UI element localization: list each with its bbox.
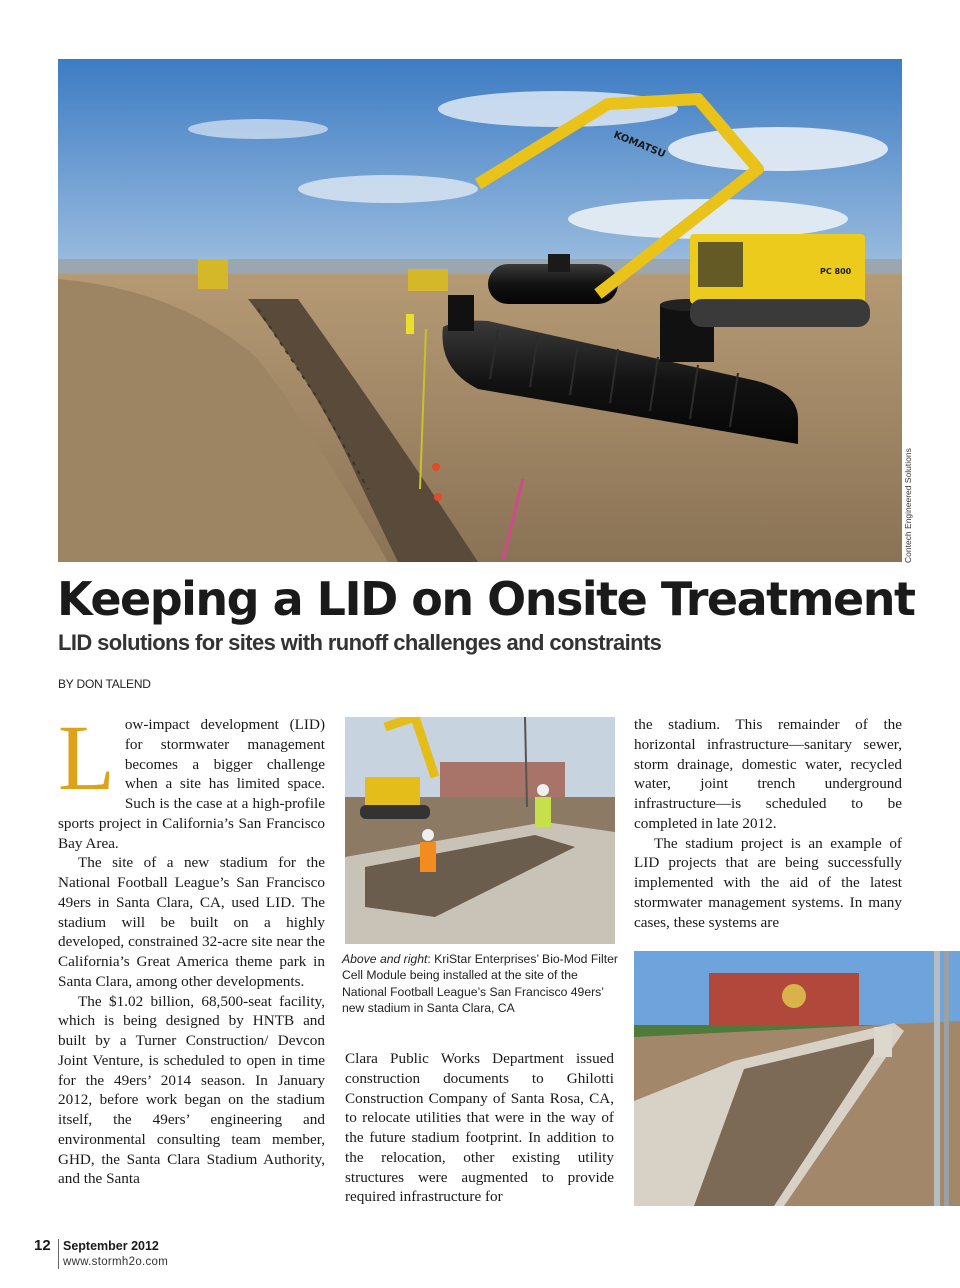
byline: BY DON TALEND — [58, 677, 151, 691]
article-title: Keeping a LID on Onsite Treatment — [57, 572, 915, 626]
photo-filter-cell-install — [345, 717, 615, 944]
photo-stadium-site — [634, 951, 960, 1206]
excavator-brand-text: KOMATSU — [611, 129, 667, 161]
filter-cell-illustration — [345, 717, 615, 944]
footer-divider — [58, 1239, 59, 1269]
construction-site-illustration — [58, 59, 902, 562]
paragraph-facility: The $1.02 billion, 68,500-seat facility, which is being designed by HNTB and built by a Turner Construction/ Devcon Joint Venture, is scheduled to open in time for the 49ers’ 2014 season. In January 2012, before work began on the stadium itself, the 49ers’ engineering and environmental consulting team member, GHD, the Santa Clara Stadium Authority, and the Santa — [58, 992, 325, 1188]
caption-text: : KriStar Enterprises’ Bio-Mod Filter Cell Module being installed at the site of the National Football League’s San Francisco 49ers’ new stadium in Santa Clara, CA — [342, 952, 618, 1015]
issue-date: September 2012 — [63, 1239, 159, 1253]
article-column-1 — [58, 707, 325, 1189]
article-column-2 — [345, 1049, 614, 1207]
paragraph-site: The site of a new stadium for the National Football League’s San Francisco 49ers in Santa Clara, CA, used LID. The stadium will be built on a highly developed, constrained 32-acre site near the California’s Great America theme park in Santa Clara, among other developments. — [58, 854, 325, 990]
website-url: www.stormh2o.com — [63, 1256, 169, 1268]
article-column-3 — [634, 715, 902, 932]
paragraph-infrastructure: the stadium. This remainder of the horizontal infrastructure—sanitary sewer, storm drainage, domestic water, recycled water, joint trench underground infrastructure—is scheduled to be completed in late 2012. — [634, 716, 902, 832]
drop-cap: L — [58, 707, 115, 810]
photo-caption — [342, 951, 620, 1016]
page-number: 12 — [34, 1237, 51, 1254]
hero-photo — [58, 59, 902, 562]
paragraph-public-works: Clara Public Works Department issued construction documents to Ghilotti Construction Company of Santa Rosa, CA, to relocate utilities that were in the way of the future stadium footprint. In addition to the relocation, other existing utility structures were augmented to provide required infrastructure for — [345, 1050, 614, 1206]
paragraph-intro — [58, 707, 325, 853]
photo-credit: Contech Engineered Solutions — [903, 448, 913, 563]
paragraph-lid-example: The stadium project is an example of LID projects that are being successfully implemented with the aid of the latest stormwater management systems. In many cases, these systems are — [634, 834, 902, 931]
stadium-site-illustration — [634, 951, 960, 1206]
excavator-model-text: PC 800 — [820, 267, 852, 276]
article-subtitle: LID solutions for sites with runoff challenges and constraints — [58, 630, 662, 655]
intro-text: ow-impact development (LID) for stormwater management becomes a bigger challenge when a site has limited space. Such is the case at a high-profile sports project in California’s San Francisco Bay Area. — [58, 716, 325, 852]
caption-lead: Above and right — [342, 952, 428, 966]
